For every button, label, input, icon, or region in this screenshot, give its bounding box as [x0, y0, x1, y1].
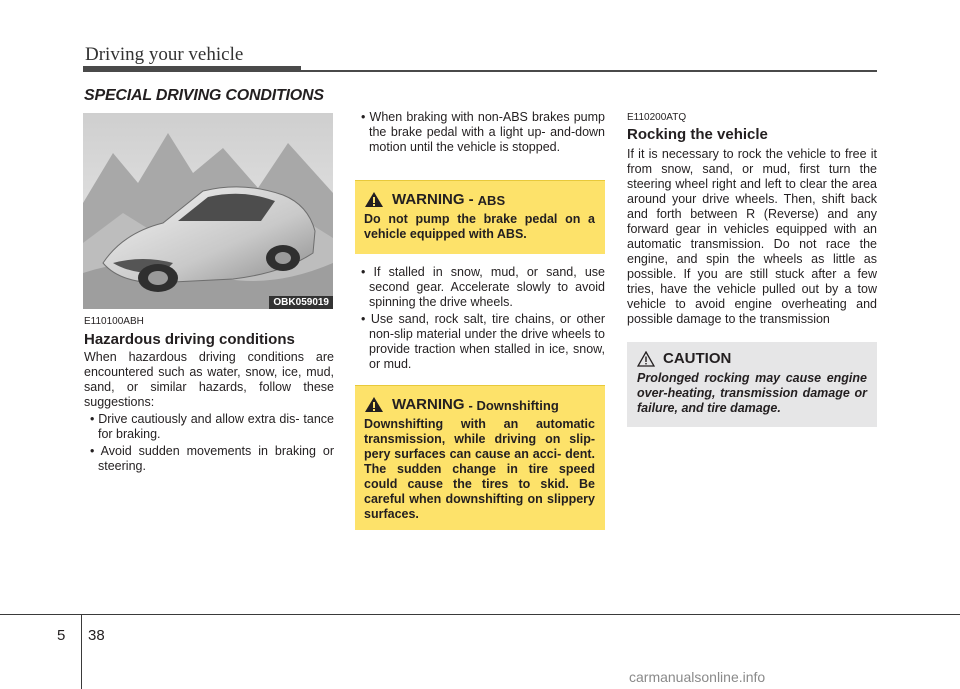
- hazard-bullets: [84, 412, 334, 476]
- running-header: Driving your vehicle: [85, 44, 244, 65]
- bullet-item: • When braking with non-ABS brakes pump the brake pedal with a light up- and-down motion until the vehicle is stopped.: [355, 110, 605, 155]
- section-code: E110200ATQ: [627, 112, 687, 123]
- warning-subject: ABS: [477, 193, 506, 208]
- rocking-paragraph: If it is necessary to rock the vehicle to free it from snow, sand, or mud, first turn the steering wheel right and left to clear the area around your drive wheels. Then, shift back and forth between R (Reverse) and any forward gear in vehicles equipped with an automatic transmission. Do not race the engine, and spin the wheels as little as possible. If you are still stuck after a few tries, have the vehicle pulled out by a tow vehicle to avoid engine overheating and possible damage to the transmission: [627, 147, 877, 326]
- warning-subject: - Downshifting: [468, 398, 559, 413]
- warning-triangle-icon: [364, 396, 384, 413]
- warning-triangle-icon: [364, 191, 384, 208]
- intro-paragraph: When hazardous driving conditions are encountered such as water, snow, ice, mud, sand, or similar hazards, follow these suggestions:: [84, 350, 334, 409]
- footer-divider: [81, 614, 82, 689]
- heading-rocking: Rocking the vehicle: [627, 126, 768, 143]
- watermark: carmanualsonline.info: [629, 669, 766, 685]
- warning-downshift-text: Downshifting with an automatic transmission, while driving on slip- pery surfaces can cause an acci- dent. The sudden change in tire speed could cause the tires to skid. Be careful when downshifting on slippery surfaces.: [364, 417, 595, 521]
- bullet-item: • Drive cautiously and allow extra dis- tance for braking.: [84, 412, 334, 442]
- section-code: E110100ABH: [84, 316, 144, 327]
- bullet-item: • If stalled in snow, mud, or sand, use second gear. Accelerate slowly to avoid spinning the drive wheels.: [355, 265, 605, 310]
- image-code: OBK059019: [269, 296, 333, 309]
- bullet-item: • Use sand, rock salt, tire chains, or other non-slip material under the drive wheels to provide traction when stalled in ice, snow, or mud.: [355, 312, 605, 372]
- caution-triangle-icon: [637, 351, 655, 367]
- warning-abs-box: [355, 180, 605, 254]
- warning-label: WARNING -: [392, 191, 474, 208]
- warning-label: WARNING: [392, 396, 465, 413]
- caution-header: [637, 350, 867, 367]
- warning-downshift-header: [364, 396, 595, 413]
- abs-bullet: [355, 110, 605, 157]
- bullet-item: • Avoid sudden movements in braking or steering.: [84, 444, 334, 474]
- heading-hazardous: Hazardous driving conditions: [84, 331, 295, 348]
- caution-text: Prolonged rocking may cause engine over-heating, transmission damage or failure, and tire damage.: [637, 371, 867, 415]
- caution-box: [627, 342, 877, 427]
- page-number: 38: [88, 627, 105, 644]
- warning-abs-text: Do not pump the brake pedal on a vehicle equipped with ABS.: [364, 212, 595, 241]
- warning-downshift-box: [355, 385, 605, 530]
- caution-label: CAUTION: [663, 350, 732, 367]
- car-illustration-graphic: [83, 113, 333, 309]
- footer-rule: [0, 614, 960, 615]
- warning-abs-header: [364, 191, 595, 208]
- section-title: SPECIAL DRIVING CONDITIONS: [84, 87, 324, 104]
- header-rule: [301, 70, 877, 72]
- chapter-number: 5: [57, 627, 66, 644]
- header-bar: [83, 66, 301, 72]
- car-illustration: [83, 113, 333, 309]
- stall-bullets: [355, 265, 605, 374]
